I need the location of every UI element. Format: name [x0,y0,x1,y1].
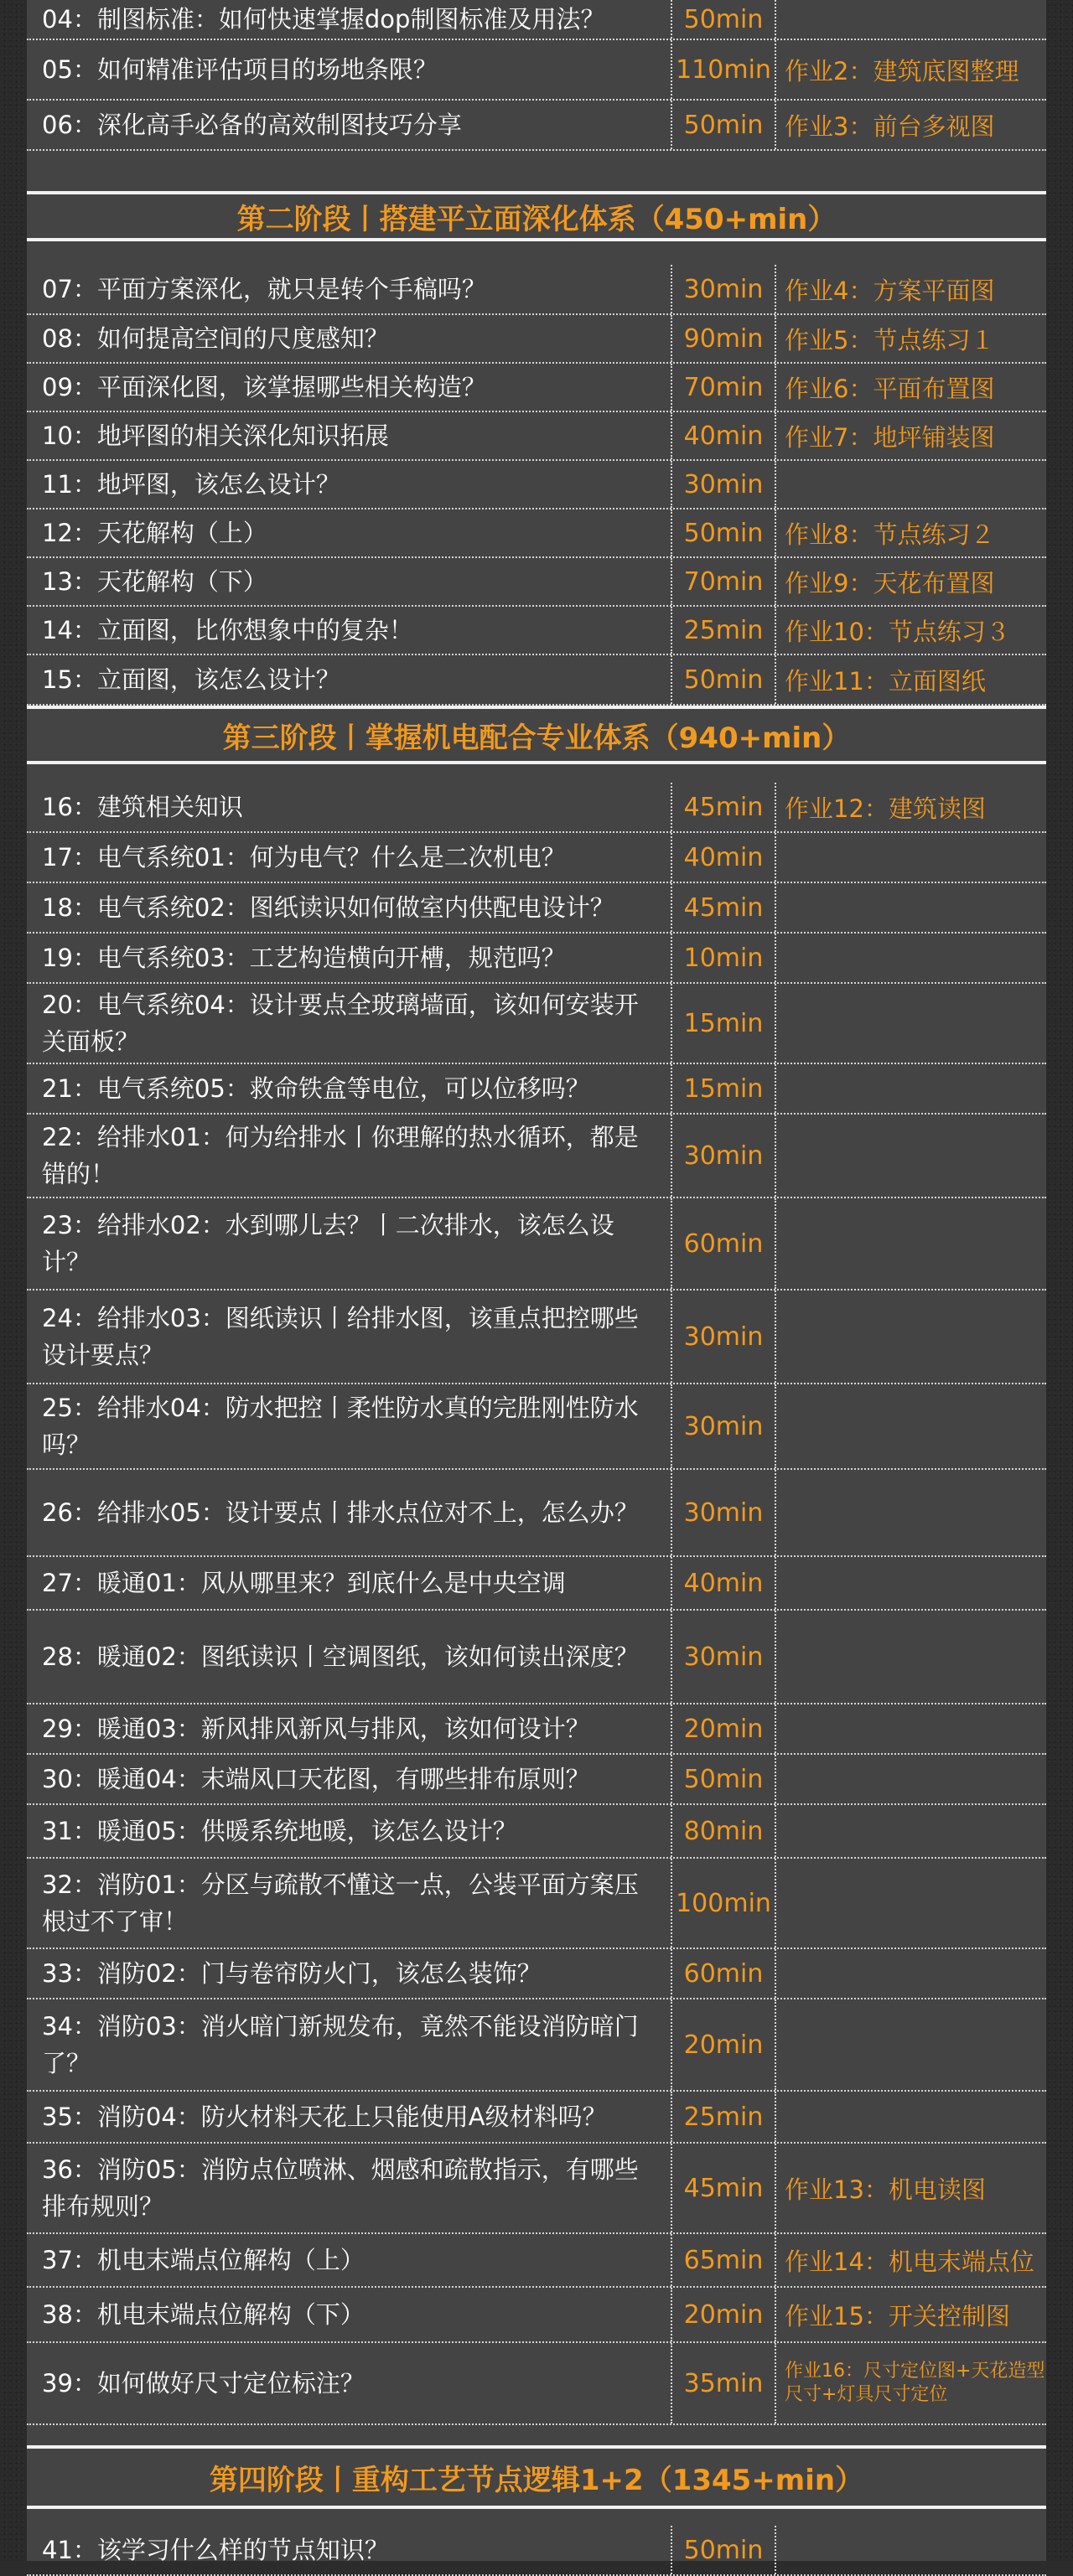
lesson-row [27,412,1046,461]
lesson-title: 15：立面图，该怎么设计？ [27,655,672,704]
lesson-row [27,2092,1046,2144]
lesson-row [27,1291,1046,1384]
lesson-homework [776,1557,1046,1609]
lesson-duration: 80min [672,1805,776,1857]
lesson-homework: 作业14：机电末端点位 [785,2247,1034,2276]
lesson-homework [776,934,1046,982]
lesson-homework: 作业8：节点练习２ [785,520,995,549]
lesson-homework [776,0,1046,39]
lesson-homework [776,1805,1046,1857]
lesson-row [27,607,1046,655]
lesson-title: 31：暖通05：供暖系统地暖，该怎么设计？ [27,1805,672,1857]
lesson-duration: 65min [672,2234,776,2286]
lesson-duration: 30min [672,1291,776,1383]
lesson-row [27,2288,1046,2343]
lesson-homework [776,1064,1046,1113]
lesson-title: 30：暖通04：末端风口天花图，有哪些排布原则？ [27,1755,672,1803]
lesson-title: 12：天花解构（上） [27,510,672,556]
lesson-duration: 20min [672,1704,776,1753]
lesson-title: 38：机电末端点位解构（下） [27,2288,672,2341]
lesson-homework [776,1198,1046,1289]
lesson-duration: 40min [672,833,776,882]
lesson-row [27,2234,1046,2288]
lesson-duration: 50min [672,101,776,149]
lesson-homework [776,2092,1046,2142]
lesson-homework [776,1291,1046,1383]
lesson-title: 19：电气系统03：工艺构造横向开槽，规范吗？ [27,934,672,982]
lesson-title: 32：消防01：分区与疏散不懂这一点，公装平面方案压根过不了审！ [27,1859,672,1948]
lesson-homework: 作业4：方案平面图 [785,276,995,305]
lesson-row [27,1999,1046,2092]
lesson-title: 25：给排水04：防水把控丨柔性防水真的完胜刚性防水吗？ [27,1384,672,1468]
lesson-homework [776,833,1046,882]
lesson-row [27,461,1046,510]
lesson-row [27,1384,1046,1470]
lesson-row [27,1064,1046,1115]
lesson-row [27,315,1046,364]
lesson-title: 09：平面深化图，该掌握哪些相关构造？ [27,364,672,411]
lesson-title: 29：暖通03：新风排风新风与排风，该如何设计？ [27,1704,672,1753]
lesson-title: 18：电气系统02：图纸读识如何做室内供配电设计？ [27,883,672,932]
lesson-duration: 30min [672,1115,776,1197]
lesson-duration: 30min [672,1384,776,1468]
lesson-row [27,101,1046,151]
lesson-row [27,1115,1046,1198]
lesson-duration: 60min [672,1198,776,1289]
lesson-homework [776,984,1046,1063]
lesson-title: 36：消防05：消防点位喷淋、烟感和疏散指示，有哪些排布规则？ [27,2144,672,2232]
lesson-row [27,1470,1046,1557]
lesson-title: 04：制图标准：如何快速掌握dop制图标准及用法？ [27,0,672,39]
lesson-homework [776,2526,1046,2574]
lesson-row [27,883,1046,934]
lesson-duration: 50min [672,1755,776,1803]
lesson-title: 21：电气系统05：救命铁盒等电位，可以位移吗？ [27,1064,672,1113]
lesson-duration: 10min [672,934,776,982]
lesson-duration: 15min [672,1064,776,1113]
lesson-row [27,364,1046,412]
lesson-row [27,1611,1046,1704]
lesson-title: 33：消防02：门与卷帘防火门，该怎么装饰？ [27,1949,672,1998]
lesson-title: 08：如何提高空间的尺度感知？ [27,315,672,362]
lesson-title: 06：深化高手必备的高效制图技巧分享 [27,101,672,149]
lesson-duration: 40min [672,1557,776,1609]
course-schedule-table [27,0,1046,2565]
lesson-duration: 60min [672,1949,776,1998]
lesson-row [27,934,1046,984]
lesson-duration: 45min [672,783,776,831]
lesson-duration: 25min [672,607,776,654]
lesson-row [27,655,1046,706]
lesson-duration: 70min [672,364,776,411]
lesson-duration: 20min [672,1999,776,2090]
lesson-title: 37：机电末端点位解构（上） [27,2234,672,2286]
lesson-title: 10：地坪图的相关深化知识拓展 [27,412,672,459]
lesson-row [27,1755,1046,1805]
lesson-homework [776,1115,1046,1197]
lesson-row [27,40,1046,101]
lesson-homework [776,1384,1046,1468]
lesson-homework [776,1704,1046,1753]
lesson-homework: 作业10：节点练习３ [785,617,1010,646]
lesson-title: 34：消防03：消火暗门新规发布，竟然不能设消防暗门了？ [27,1999,672,2090]
lesson-title: 13：天花解构（下） [27,558,672,605]
lesson-row [27,1704,1046,1755]
lesson-duration: 50min [672,2526,776,2574]
lesson-title: 11：地坪图，该怎么设计？ [27,461,672,508]
lesson-duration: 70min [672,558,776,605]
lesson-title: 07：平面方案深化，就只是转个手稿吗？ [27,265,672,313]
lesson-duration: 35min [672,2343,776,2423]
lesson-title: 41：该学习什么样的节点知识？ [27,2526,672,2574]
lesson-homework: 作业9：天花布置图 [785,568,995,597]
lesson-row [27,510,1046,558]
lesson-duration: 45min [672,883,776,932]
lesson-homework [776,1470,1046,1555]
lesson-homework [776,1999,1046,2090]
lesson-duration: 50min [672,0,776,39]
stage2-header: 第二阶段丨搭建平立面深化体系（450+min） [27,191,1046,241]
lesson-title: 39：如何做好尺寸定位标注？ [27,2343,672,2423]
lesson-duration: 20min [672,2288,776,2341]
lesson-duration: 90min [672,315,776,362]
lesson-title: 20：电气系统04：设计要点全玻璃墙面，该如何安装开关面板？ [27,984,672,1063]
lesson-homework: 作业3：前台多视图 [785,111,995,141]
lesson-homework: 作业13：机电读图 [785,2175,986,2204]
lesson-row [27,2343,1046,2425]
lesson-row [27,984,1046,1064]
lesson-row [27,2526,1046,2576]
lesson-row [27,2144,1046,2234]
lesson-duration: 100min [672,1859,776,1948]
lesson-row [27,1859,1046,1949]
lesson-row [27,265,1046,315]
lesson-homework [776,1755,1046,1803]
lesson-duration: 15min [672,984,776,1063]
lesson-title: 17：电气系统01：何为电气？什么是二次机电？ [27,833,672,882]
lesson-title: 35：消防04：防火材料天花上只能使用A级材料吗？ [27,2092,672,2142]
lesson-duration: 25min [672,2092,776,2142]
lesson-homework [776,461,1046,508]
lesson-row [27,833,1046,883]
lesson-duration: 110min [672,40,776,99]
lesson-row [27,783,1046,833]
lesson-homework: 作业12：建筑读图 [785,794,986,823]
lesson-duration: 50min [672,510,776,556]
lesson-title: 26：给排水05：设计要点丨排水点位对不上，怎么办？ [27,1470,672,1555]
lesson-title: 22：给排水01：何为给排水丨你理解的热水循环，都是错的！ [27,1115,672,1197]
lesson-row [27,0,1046,40]
lesson-duration: 30min [672,1611,776,1703]
lesson-homework: 作业2：建筑底图整理 [785,56,1019,85]
lesson-duration: 30min [672,461,776,508]
lesson-row [27,558,1046,607]
lesson-title: 28：暖通02：图纸读识丨空调图纸，该如何读出深度？ [27,1611,672,1703]
lesson-duration: 45min [672,2144,776,2232]
lesson-title: 24：给排水03：图纸读识丨给排水图，该重点把控哪些设计要点？ [27,1291,672,1383]
lesson-homework [776,1949,1046,1998]
lesson-homework: 作业5：节点练习１ [785,325,995,354]
stage3-header: 第三阶段丨掌握机电配合专业体系（940+min） [27,706,1046,764]
lesson-homework: 作业7：地坪铺装图 [785,422,995,452]
lesson-duration: 50min [672,655,776,704]
lesson-title: 27：暖通01：风从哪里来？到底什么是中央空调 [27,1557,672,1609]
lesson-row [27,1949,1046,1999]
lesson-title: 05：如何精准评估项目的场地条限？ [27,40,672,99]
lesson-title: 16：建筑相关知识 [27,783,672,831]
lesson-row [27,1805,1046,1859]
lesson-title: 14：立面图，比你想象中的复杂！ [27,607,672,654]
lesson-homework: 作业11：立面图纸 [785,666,986,696]
lesson-homework: 作业15：开关控制图 [785,2301,1010,2330]
lesson-homework: 作业16：尺寸定位图+天花造型尺寸+灯具尺寸定位 [785,2361,1045,2405]
lesson-duration: 30min [672,1470,776,1555]
stage4-header: 第四阶段丨重构工艺节点逻辑1+2（1345+min） [27,2445,1046,2509]
lesson-homework [776,1611,1046,1703]
lesson-duration: 30min [672,265,776,313]
lesson-homework [776,1859,1046,1948]
lesson-row [27,1198,1046,1291]
lesson-row [27,1557,1046,1611]
lesson-homework [776,883,1046,932]
lesson-title: 23：给排水02：水到哪儿去？丨二次排水，该怎么设计？ [27,1198,672,1289]
lesson-homework: 作业6：平面布置图 [785,374,995,403]
lesson-duration: 40min [672,412,776,459]
